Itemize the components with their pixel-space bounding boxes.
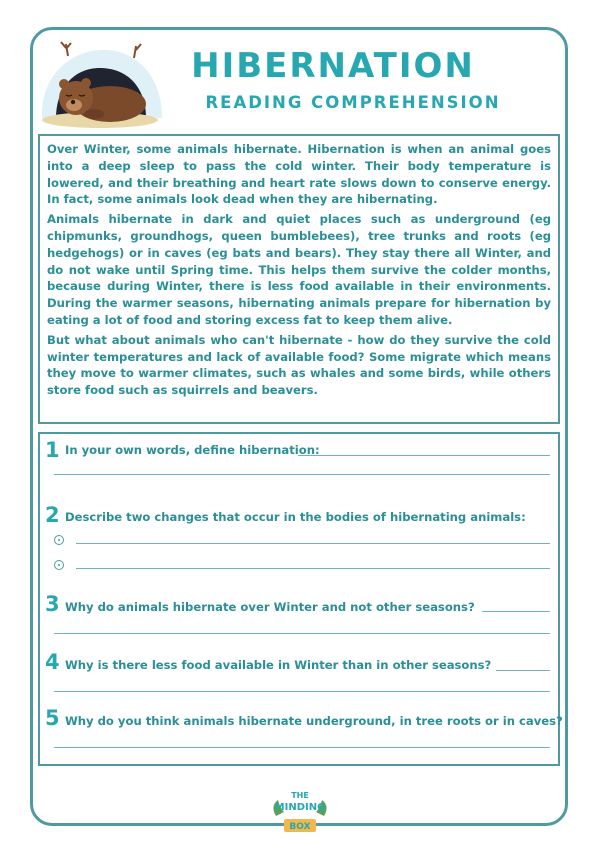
question-5-number: 5 (45, 706, 60, 730)
questions-section (38, 432, 563, 766)
reading-passage (38, 134, 560, 424)
question-5-answer-line[interactable] (54, 747, 550, 748)
question-4-answer-line[interactable] (54, 691, 550, 692)
hibernating-bear-illustration (38, 38, 166, 130)
page-title: HIBERNATION (191, 46, 475, 86)
question-4-text: Why is there less food available in Winter than in other seasons? (65, 658, 492, 672)
question-1-number: 1 (45, 438, 60, 462)
question-2-answer-line[interactable] (76, 568, 550, 569)
question-3-text: Why do animals hibernate over Winter and not other seasons? (65, 600, 475, 614)
question-3-number: 3 (45, 592, 60, 616)
question-5-text: Why do you think animals hibernate underground, in tree roots or in caves? (65, 714, 563, 728)
question-1-answer-line[interactable] (54, 474, 550, 475)
question-2-answer-line[interactable] (76, 543, 550, 544)
bullet-icon (54, 560, 64, 570)
bullet-icon (54, 535, 64, 545)
the-minding-box-logo (270, 786, 330, 836)
reading-paragraph-3: But what about animals who can't hibernate - how do they survive the cold winter temperatures and lack of available food? Some migrate which means they move to warmer climates, such as whales and some birds, while others store food such as squirrels and beavers. (47, 332, 551, 398)
question-1-text: In your own words, define hibernation: (65, 443, 320, 457)
question-2-text: Describe two changes that occur in the bodies of hibernating animals: (65, 510, 526, 524)
question-4-answer-line[interactable] (496, 670, 550, 671)
reading-paragraph-1: Over Winter, some animals hibernate. Hibernation is when an animal goes into a deep sleep to pass the cold winter. Their body temperature is lowered, and their breathing and heart rate slows down to conserve energy. In fact, some animals look dead when they are hibernating. (47, 142, 551, 207)
question-3-answer-line[interactable] (482, 611, 550, 612)
question-1-answer-line[interactable] (298, 455, 550, 456)
logo-line-2: MINDING (274, 802, 326, 813)
reading-paragraph-2: Animals hibernate in dark and quiet places such as underground (eg chipmunks, groundhogs, queen bumblebees), tree trunks and roots (eg hedgehogs) or in caves (eg bats and bears). They stay there all Winter, and do not wake until Spring time. This helps them survive the colder months, because during Winter, there is less food available in their environments. During the warmer seasons, hibernating animals prepare for hibernation by eating a lot of food and storing excess fat to keep them alive. (47, 212, 551, 327)
question-3-answer-line[interactable] (54, 633, 550, 634)
question-2-number: 2 (45, 503, 60, 527)
logo-line-3: BOX (289, 822, 311, 832)
page-subtitle: READING COMPREHENSION (205, 93, 501, 112)
logo-line-1: THE (291, 791, 309, 800)
question-4-number: 4 (45, 650, 60, 674)
